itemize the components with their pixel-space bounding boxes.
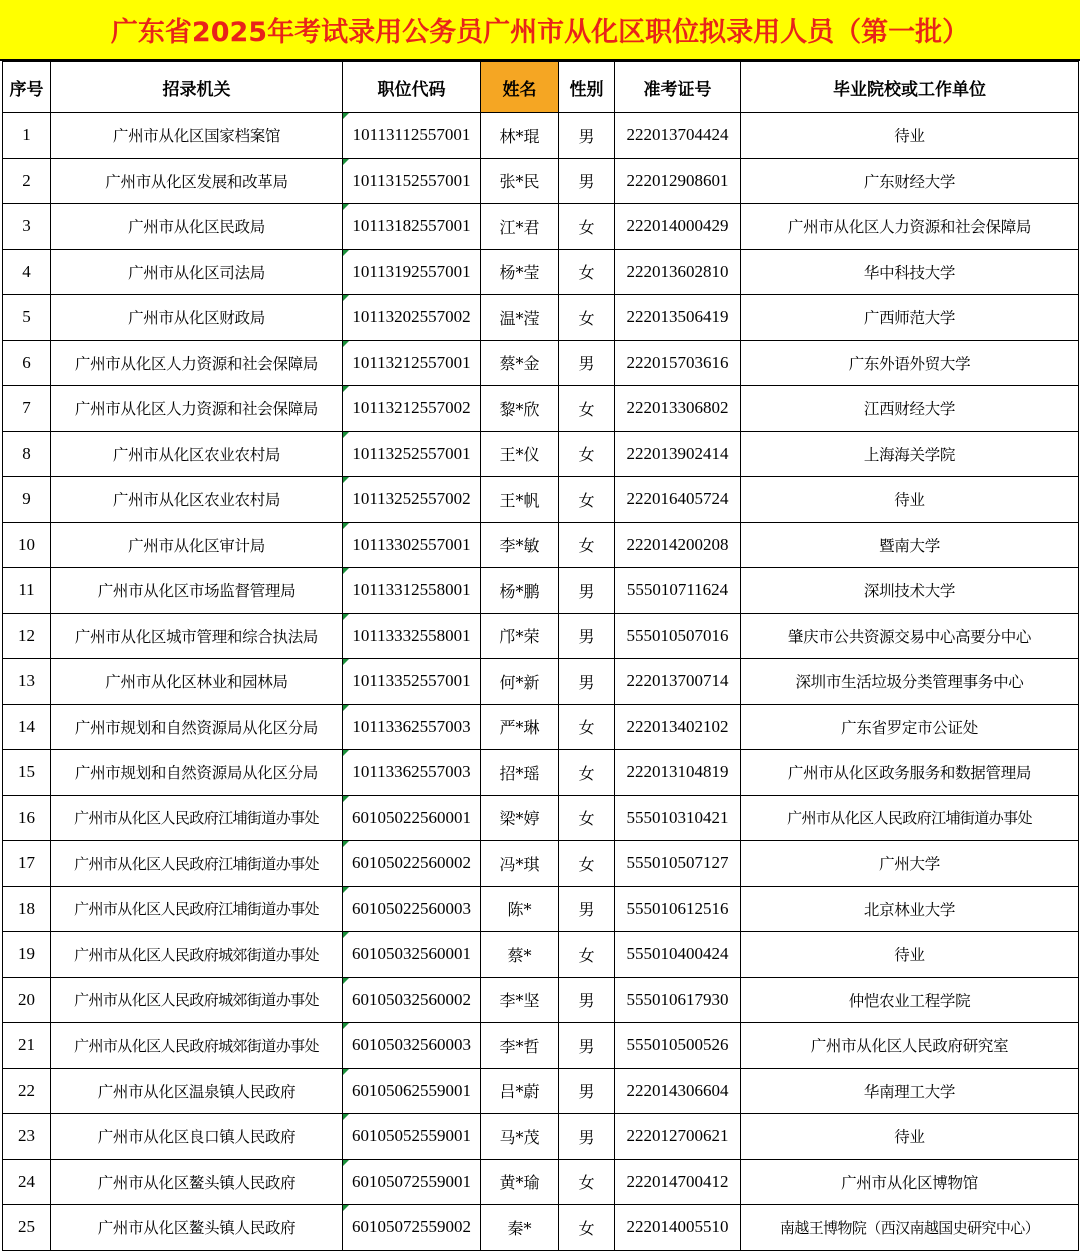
cell-school-or-employer[interactable]: 广东省罗定市公证处 [741, 704, 1079, 750]
cell-agency[interactable]: 广州市从化区人力资源和社会保障局 [51, 386, 343, 432]
cell-name[interactable]: 林*琨 [481, 113, 559, 159]
cell-gender[interactable]: 男 [559, 113, 615, 159]
cell-gender[interactable]: 女 [559, 1205, 615, 1251]
cell-gender[interactable]: 男 [559, 1114, 615, 1160]
cell-seq[interactable]: 7 [3, 386, 51, 432]
cell-seq[interactable]: 8 [3, 431, 51, 477]
roster-body [3, 113, 1079, 1251]
cell-school-or-employer[interactable]: 广州市从化区政务服务和数据管理局 [741, 750, 1079, 796]
cell-name[interactable]: 李*敏 [481, 522, 559, 568]
cell-gender[interactable]: 男 [559, 977, 615, 1023]
table-row [3, 613, 1079, 659]
cell-position-code[interactable]: 60105022560001 [343, 795, 481, 841]
cell-name[interactable]: 李*坚 [481, 977, 559, 1023]
cell-position-code[interactable]: 60105022560002 [343, 841, 481, 887]
cell-position-code[interactable]: 10113362557003 [343, 750, 481, 796]
cell-gender[interactable]: 女 [559, 431, 615, 477]
cell-agency[interactable]: 广州市规划和自然资源局从化区分局 [51, 704, 343, 750]
cell-exam-number[interactable]: 555010711624 [615, 568, 741, 614]
cell-exam-number[interactable]: 222013704424 [615, 113, 741, 159]
cell-seq[interactable]: 2 [3, 158, 51, 204]
cell-name[interactable]: 何*新 [481, 659, 559, 705]
cell-exam-number[interactable]: 222013306802 [615, 386, 741, 432]
cell-position-code[interactable]: 10113202557002 [343, 295, 481, 341]
cell-exam-number[interactable]: 222013506419 [615, 295, 741, 341]
cell-school-or-employer[interactable]: 广东财经大学 [741, 158, 1079, 204]
cell-exam-number[interactable]: 555010400424 [615, 932, 741, 978]
cell-school-or-employer[interactable]: 待业 [741, 1114, 1079, 1160]
cell-school-or-employer[interactable]: 肇庆市公共资源交易中心高要分中心 [741, 613, 1079, 659]
cell-seq[interactable]: 11 [3, 568, 51, 614]
cell-school-or-employer[interactable]: 华南理工大学 [741, 1068, 1079, 1114]
cell-agency[interactable]: 广州市从化区林业和园林局 [51, 659, 343, 705]
cell-agency[interactable]: 广州市从化区农业农村局 [51, 477, 343, 523]
cell-seq[interactable]: 6 [3, 340, 51, 386]
cell-exam-number[interactable]: 222014700412 [615, 1159, 741, 1205]
table-row [3, 1023, 1079, 1069]
header-name[interactable]: 姓名 [481, 62, 559, 113]
cell-position-code[interactable]: 60105052559001 [343, 1114, 481, 1160]
cell-school-or-employer[interactable]: 广州市从化区人力资源和社会保障局 [741, 204, 1079, 250]
cell-agency[interactable]: 广州市从化区人民政府江埔街道办事处 [51, 886, 343, 932]
cell-name[interactable]: 黄*瑜 [481, 1159, 559, 1205]
cell-exam-number[interactable]: 555010507127 [615, 841, 741, 887]
cell-position-code[interactable]: 10113252557001 [343, 431, 481, 477]
cell-agency[interactable]: 广州市从化区民政局 [51, 204, 343, 250]
cell-name[interactable]: 吕*蔚 [481, 1068, 559, 1114]
cell-school-or-employer[interactable]: 深圳技术大学 [741, 568, 1079, 614]
table-row [3, 750, 1079, 796]
cell-exam-number[interactable]: 222014306604 [615, 1068, 741, 1114]
cell-seq[interactable]: 24 [3, 1159, 51, 1205]
header-exam-no[interactable]: 准考证号 [615, 62, 741, 113]
cell-exam-number[interactable]: 555010612516 [615, 886, 741, 932]
cell-name[interactable]: 张*民 [481, 158, 559, 204]
cell-position-code[interactable]: 60105022560003 [343, 886, 481, 932]
cell-position-code[interactable]: 10113332558001 [343, 613, 481, 659]
cell-name[interactable]: 招*瑶 [481, 750, 559, 796]
roster-table [2, 61, 1079, 1251]
cell-gender[interactable]: 女 [559, 295, 615, 341]
cell-name[interactable]: 邝*荣 [481, 613, 559, 659]
header-row [3, 62, 1079, 113]
cell-name[interactable]: 王*仪 [481, 431, 559, 477]
cell-school-or-employer[interactable]: 广州大学 [741, 841, 1079, 887]
cell-gender[interactable]: 男 [559, 659, 615, 705]
table-row [3, 1205, 1079, 1251]
cell-name[interactable]: 秦* [481, 1205, 559, 1251]
cell-exam-number[interactable]: 222012700621 [615, 1114, 741, 1160]
table-row [3, 1114, 1079, 1160]
cell-exam-number[interactable]: 222013700714 [615, 659, 741, 705]
cell-name[interactable]: 温*滢 [481, 295, 559, 341]
cell-agency[interactable]: 广州市从化区鳌头镇人民政府 [51, 1205, 343, 1251]
cell-school-or-employer[interactable]: 广州市从化区人民政府江埔街道办事处 [741, 795, 1079, 841]
header-seq[interactable]: 序号 [3, 62, 51, 113]
cell-seq[interactable]: 14 [3, 704, 51, 750]
cell-seq[interactable]: 23 [3, 1114, 51, 1160]
cell-seq[interactable]: 22 [3, 1068, 51, 1114]
cell-gender[interactable]: 男 [559, 1068, 615, 1114]
table-row [3, 158, 1079, 204]
cell-exam-number[interactable]: 222016405724 [615, 477, 741, 523]
cell-exam-number[interactable]: 222013402102 [615, 704, 741, 750]
cell-name[interactable]: 江*君 [481, 204, 559, 250]
table-row [3, 1068, 1079, 1114]
cell-position-code[interactable]: 60105032560002 [343, 977, 481, 1023]
cell-position-code[interactable]: 60105032560003 [343, 1023, 481, 1069]
cell-seq[interactable]: 3 [3, 204, 51, 250]
cell-seq[interactable]: 4 [3, 249, 51, 295]
cell-gender[interactable]: 男 [559, 340, 615, 386]
cell-exam-number[interactable]: 222015703616 [615, 340, 741, 386]
cell-school-or-employer[interactable]: 待业 [741, 113, 1079, 159]
cell-agency[interactable]: 广州市从化区人民政府江埔街道办事处 [51, 795, 343, 841]
cell-agency[interactable]: 广州市从化区国家档案馆 [51, 113, 343, 159]
cell-school-or-employer[interactable]: 待业 [741, 477, 1079, 523]
cell-exam-number[interactable]: 555010617930 [615, 977, 741, 1023]
cell-position-code[interactable]: 10113212557002 [343, 386, 481, 432]
cell-position-code[interactable]: 10113302557001 [343, 522, 481, 568]
cell-name[interactable]: 马*茂 [481, 1114, 559, 1160]
cell-gender[interactable]: 男 [559, 613, 615, 659]
cell-agency[interactable]: 广州市规划和自然资源局从化区分局 [51, 750, 343, 796]
cell-agency[interactable]: 广州市从化区鳌头镇人民政府 [51, 1159, 343, 1205]
cell-agency[interactable]: 广州市从化区良口镇人民政府 [51, 1114, 343, 1160]
cell-agency[interactable]: 广州市从化区城市管理和综合执法局 [51, 613, 343, 659]
cell-seq[interactable]: 18 [3, 886, 51, 932]
cell-name[interactable]: 梁*婷 [481, 795, 559, 841]
cell-position-code[interactable]: 10113152557001 [343, 158, 481, 204]
cell-position-code[interactable]: 10113192557001 [343, 249, 481, 295]
cell-seq[interactable]: 17 [3, 841, 51, 887]
cell-school-or-employer[interactable]: 暨南大学 [741, 522, 1079, 568]
cell-gender[interactable]: 男 [559, 886, 615, 932]
table-row [3, 1159, 1079, 1205]
cell-name[interactable]: 李*哲 [481, 1023, 559, 1069]
cell-school-or-employer[interactable]: 上海海关学院 [741, 431, 1079, 477]
cell-school-or-employer[interactable]: 北京林业大学 [741, 886, 1079, 932]
cell-exam-number[interactable]: 222014005510 [615, 1205, 741, 1251]
cell-agency[interactable]: 广州市从化区人民政府城郊街道办事处 [51, 977, 343, 1023]
cell-agency[interactable]: 广州市从化区发展和改革局 [51, 158, 343, 204]
cell-gender[interactable]: 女 [559, 204, 615, 250]
cell-position-code[interactable]: 10113312558001 [343, 568, 481, 614]
cell-name[interactable]: 黎*欣 [481, 386, 559, 432]
cell-exam-number[interactable]: 555010310421 [615, 795, 741, 841]
cell-agency[interactable]: 广州市从化区人力资源和社会保障局 [51, 340, 343, 386]
cell-name[interactable]: 严*琳 [481, 704, 559, 750]
cell-exam-number[interactable]: 555010500526 [615, 1023, 741, 1069]
cell-seq[interactable]: 19 [3, 932, 51, 978]
cell-seq[interactable]: 21 [3, 1023, 51, 1069]
cell-gender[interactable]: 女 [559, 477, 615, 523]
cell-agency[interactable]: 广州市从化区人民政府城郊街道办事处 [51, 932, 343, 978]
cell-seq[interactable]: 25 [3, 1205, 51, 1251]
cell-position-code[interactable]: 10113352557001 [343, 659, 481, 705]
cell-school-or-employer[interactable]: 广西师范大学 [741, 295, 1079, 341]
cell-agency[interactable]: 广州市从化区审计局 [51, 522, 343, 568]
table-row [3, 477, 1079, 523]
cell-exam-number[interactable]: 222013104819 [615, 750, 741, 796]
cell-position-code[interactable]: 60105032560001 [343, 932, 481, 978]
cell-gender[interactable]: 女 [559, 522, 615, 568]
cell-position-code[interactable]: 10113182557001 [343, 204, 481, 250]
cell-position-code[interactable]: 10113362557003 [343, 704, 481, 750]
table-row [3, 704, 1079, 750]
table-row [3, 841, 1079, 887]
title-bar [0, 0, 1080, 61]
cell-school-or-employer[interactable]: 待业 [741, 932, 1079, 978]
cell-name[interactable]: 陈* [481, 886, 559, 932]
cell-gender[interactable]: 女 [559, 932, 615, 978]
cell-name[interactable]: 蔡* [481, 932, 559, 978]
table-row [3, 113, 1079, 159]
cell-gender[interactable]: 女 [559, 750, 615, 796]
cell-agency[interactable]: 广州市从化区人民政府城郊街道办事处 [51, 1023, 343, 1069]
cell-seq[interactable]: 10 [3, 522, 51, 568]
cell-agency[interactable]: 广州市从化区司法局 [51, 249, 343, 295]
header-agency[interactable]: 招录机关 [51, 62, 343, 113]
cell-school-or-employer[interactable]: 深圳市生活垃圾分类管理事务中心 [741, 659, 1079, 705]
table-row [3, 886, 1079, 932]
cell-school-or-employer[interactable]: 华中科技大学 [741, 249, 1079, 295]
cell-exam-number[interactable]: 222012908601 [615, 158, 741, 204]
cell-school-or-employer[interactable]: 南越王博物院（西汉南越国史研究中心） [741, 1205, 1079, 1251]
cell-school-or-employer[interactable]: 仲恺农业工程学院 [741, 977, 1079, 1023]
cell-name[interactable]: 王*帆 [481, 477, 559, 523]
cell-seq[interactable]: 20 [3, 977, 51, 1023]
cell-seq[interactable]: 12 [3, 613, 51, 659]
table-row [3, 340, 1079, 386]
cell-gender[interactable]: 女 [559, 795, 615, 841]
cell-seq[interactable]: 9 [3, 477, 51, 523]
cell-name[interactable]: 杨*莹 [481, 249, 559, 295]
cell-exam-number[interactable]: 555010507016 [615, 613, 741, 659]
cell-school-or-employer[interactable]: 广州市从化区人民政府研究室 [741, 1023, 1079, 1069]
cell-position-code[interactable]: 10113212557001 [343, 340, 481, 386]
table-row [3, 977, 1079, 1023]
cell-agency[interactable]: 广州市从化区农业农村局 [51, 431, 343, 477]
cell-school-or-employer[interactable]: 广东外语外贸大学 [741, 340, 1079, 386]
page-title: 广东省2025年考试录用公务员广州市从化区职位拟录用人员（第一批） [110, 17, 970, 48]
cell-position-code[interactable]: 60105072559001 [343, 1159, 481, 1205]
cell-gender[interactable]: 女 [559, 249, 615, 295]
table-row [3, 431, 1079, 477]
cell-gender[interactable]: 男 [559, 158, 615, 204]
cell-school-or-employer[interactable]: 广州市从化区博物馆 [741, 1159, 1079, 1205]
table-row [3, 249, 1079, 295]
cell-agency[interactable]: 广州市从化区市场监督管理局 [51, 568, 343, 614]
table-row [3, 522, 1079, 568]
header-gender[interactable]: 性别 [559, 62, 615, 113]
cell-name[interactable]: 蔡*金 [481, 340, 559, 386]
cell-agency[interactable]: 广州市从化区财政局 [51, 295, 343, 341]
cell-seq[interactable]: 15 [3, 750, 51, 796]
cell-position-code[interactable]: 60105072559002 [343, 1205, 481, 1251]
cell-gender[interactable]: 男 [559, 1023, 615, 1069]
table-row [3, 659, 1079, 705]
cell-agency[interactable]: 广州市从化区温泉镇人民政府 [51, 1068, 343, 1114]
cell-seq[interactable]: 13 [3, 659, 51, 705]
cell-seq[interactable]: 1 [3, 113, 51, 159]
cell-name[interactable]: 冯*琪 [481, 841, 559, 887]
cell-gender[interactable]: 男 [559, 568, 615, 614]
cell-exam-number[interactable]: 222014000429 [615, 204, 741, 250]
table-row [3, 295, 1079, 341]
cell-seq[interactable]: 16 [3, 795, 51, 841]
cell-gender[interactable]: 女 [559, 1159, 615, 1205]
cell-school-or-employer[interactable]: 江西财经大学 [741, 386, 1079, 432]
table-row [3, 204, 1079, 250]
table-row [3, 568, 1079, 614]
cell-gender[interactable]: 女 [559, 386, 615, 432]
cell-name[interactable]: 杨*鹏 [481, 568, 559, 614]
cell-seq[interactable]: 5 [3, 295, 51, 341]
cell-position-code[interactable]: 10113112557001 [343, 113, 481, 159]
cell-position-code[interactable]: 10113252557002 [343, 477, 481, 523]
cell-gender[interactable]: 女 [559, 841, 615, 887]
cell-gender[interactable]: 女 [559, 704, 615, 750]
cell-exam-number[interactable]: 222013902414 [615, 431, 741, 477]
table-row [3, 386, 1079, 432]
cell-exam-number[interactable]: 222014200208 [615, 522, 741, 568]
header-school[interactable]: 毕业院校或工作单位 [741, 62, 1079, 113]
header-code[interactable]: 职位代码 [343, 62, 481, 113]
cell-exam-number[interactable]: 222013602810 [615, 249, 741, 295]
cell-position-code[interactable]: 60105062559001 [343, 1068, 481, 1114]
table-row [3, 932, 1079, 978]
cell-agency[interactable]: 广州市从化区人民政府江埔街道办事处 [51, 841, 343, 887]
table-row [3, 795, 1079, 841]
